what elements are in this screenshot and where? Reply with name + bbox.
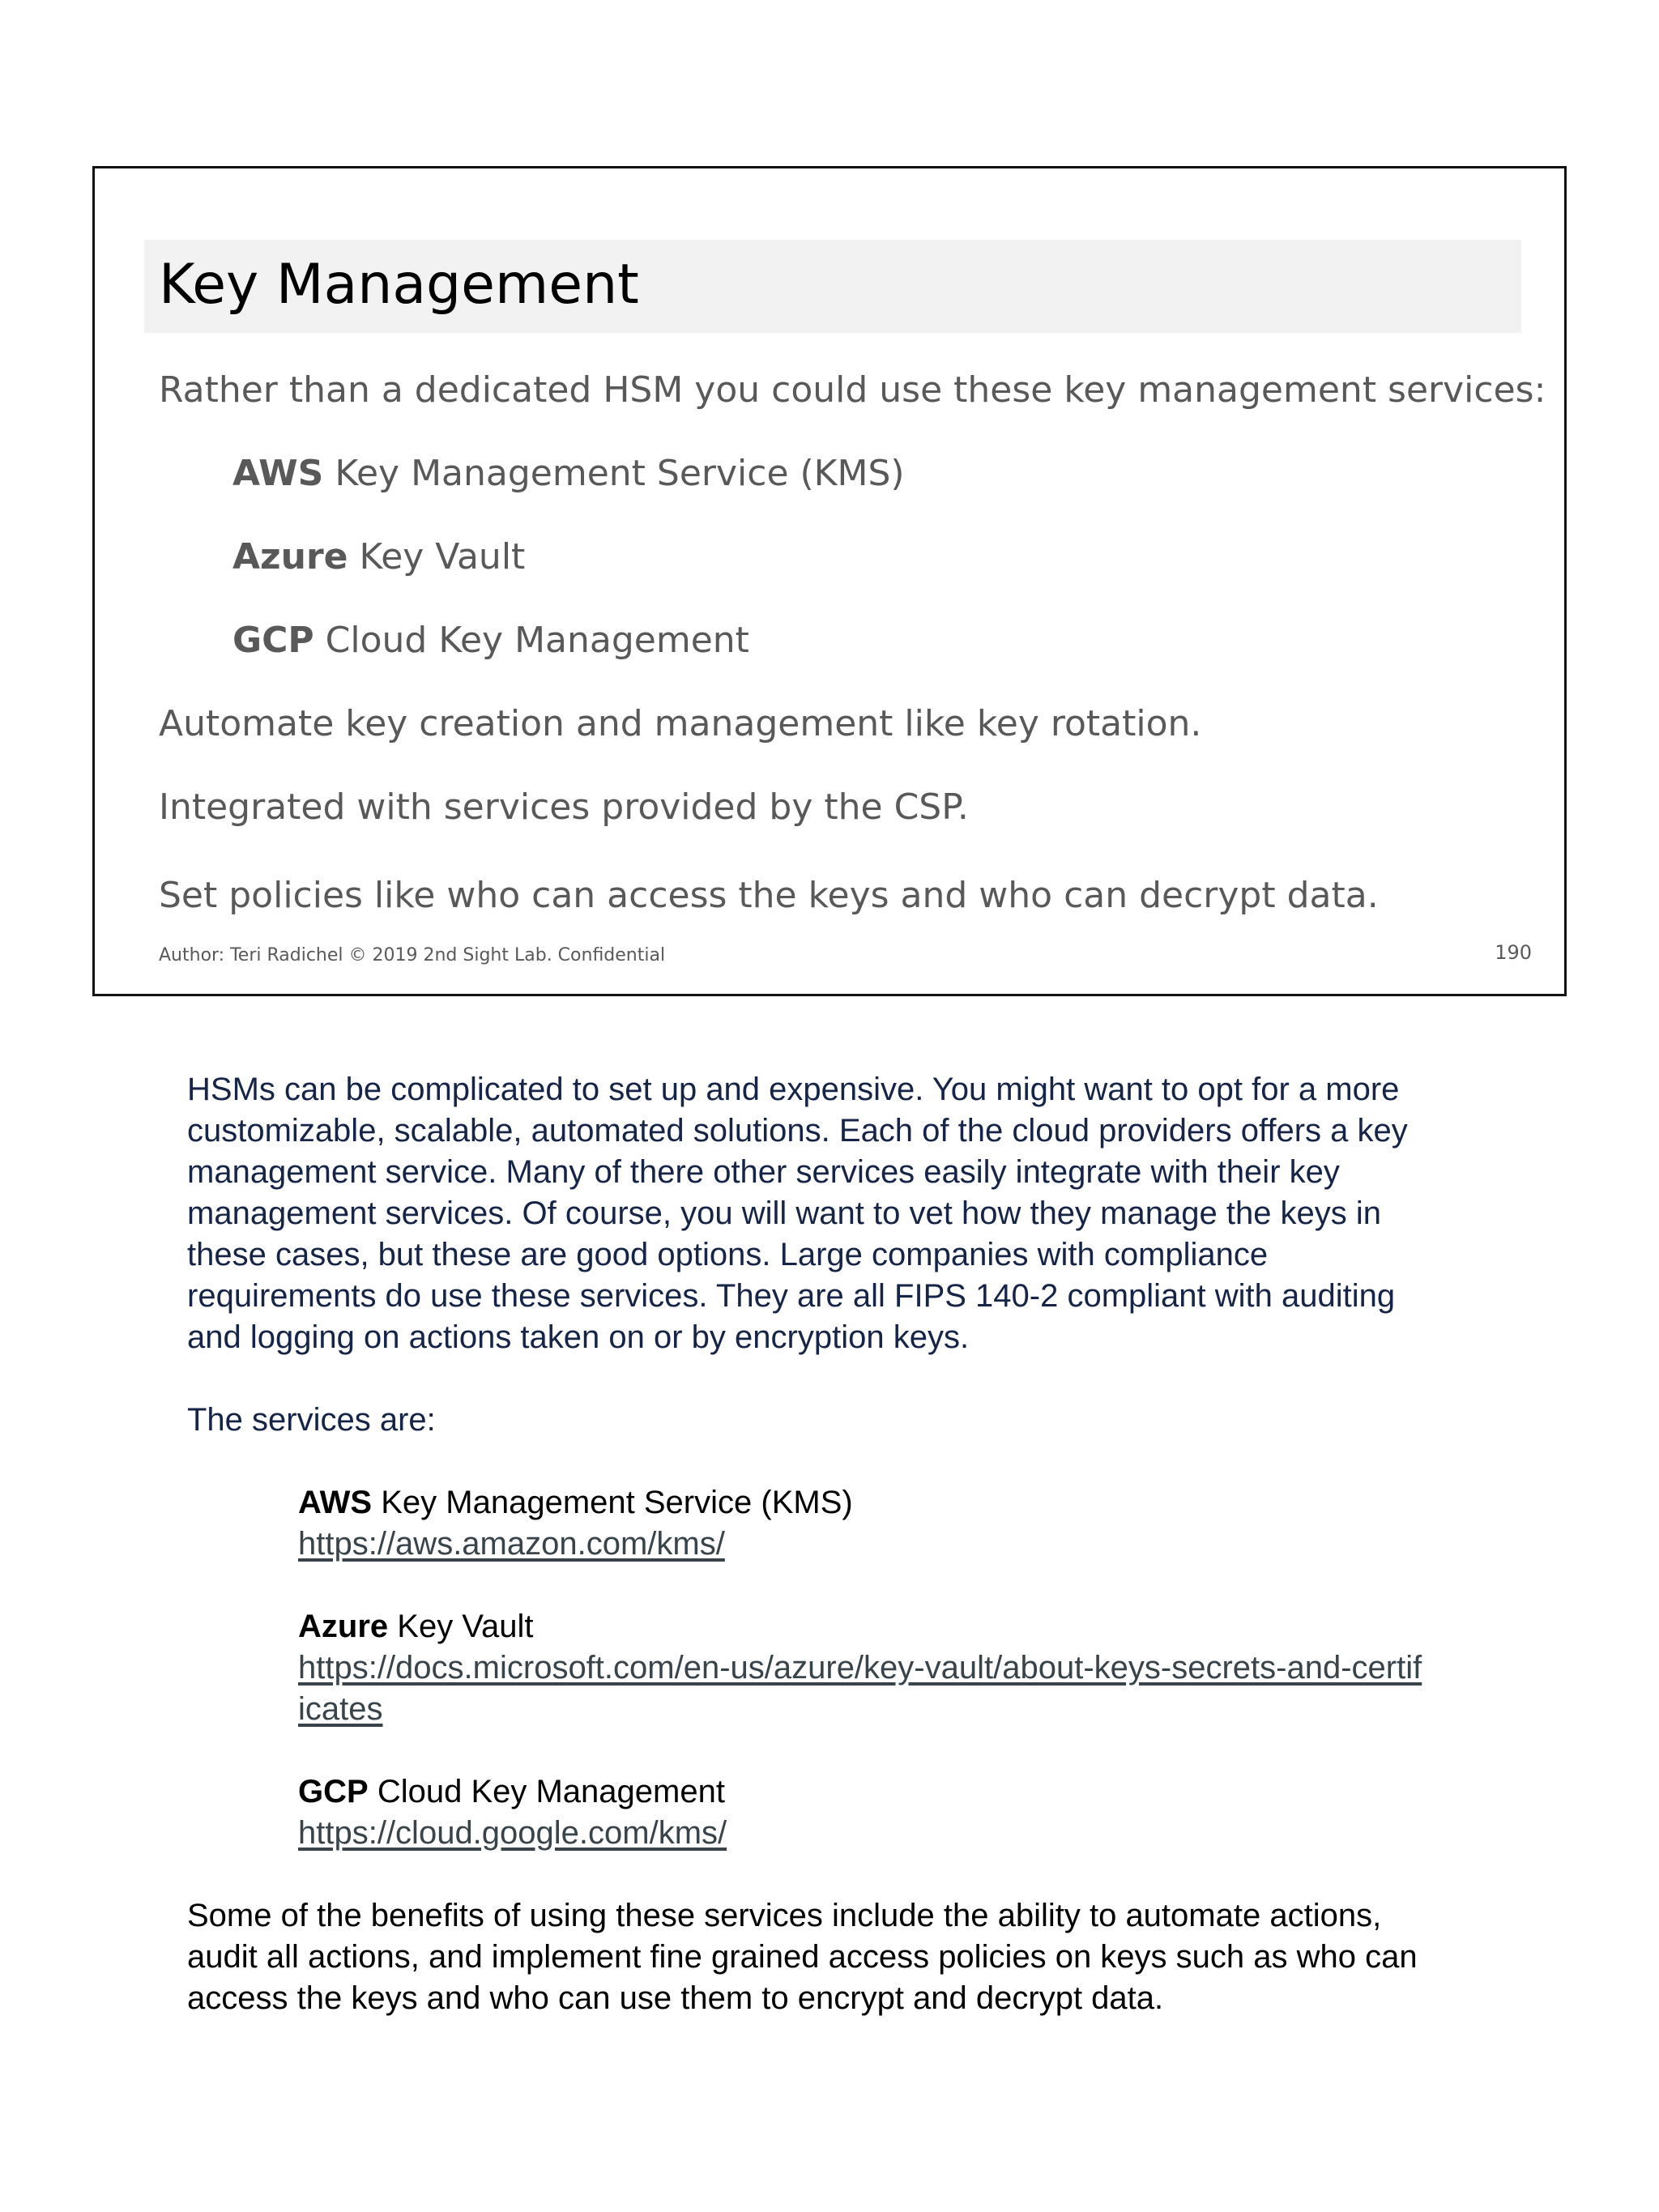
slide-service-provider: AWS <box>232 453 324 494</box>
notes-service-provider: AWS <box>298 1485 373 1520</box>
slide-point-integrated: Integrated with services provided by the CSP. <box>159 786 969 828</box>
notes-line: audit all actions, and implement fine grained access policies on keys such as who can <box>187 1939 1418 1975</box>
slide-frame <box>92 166 1567 996</box>
gcp-kms-link[interactable]: https://cloud.google.com/kms/ <box>298 1815 727 1851</box>
azure-key-vault-link-continued[interactable]: icates <box>298 1691 383 1727</box>
notes-service-title <box>298 1606 1499 1647</box>
slide-service-name: Key Management Service (KMS) <box>335 453 905 494</box>
slide-service-aws <box>232 451 905 497</box>
slide-service-azure <box>232 535 525 580</box>
notes-closing-paragraph <box>187 1895 1499 2019</box>
notes-service-title <box>298 1482 1499 1524</box>
slide-title: Key Management <box>159 253 639 317</box>
notes-service-provider: GCP <box>298 1774 369 1809</box>
slide-page-number: 190 <box>1495 941 1532 964</box>
slide-title-bar <box>144 240 1521 333</box>
notes-intro-paragraph <box>187 1069 1499 1358</box>
aws-kms-link[interactable]: https://aws.amazon.com/kms/ <box>298 1526 725 1562</box>
slide-footer: Author: Teri Radichel © 2019 2nd Sight Lab. Confidential <box>159 945 666 965</box>
slide-point-automate: Automate key creation and management like key rotation. <box>159 703 1202 744</box>
notes-service-provider: Azure <box>298 1609 389 1644</box>
notes-line: these cases, but these are good options. Large companies with compliance <box>187 1237 1269 1272</box>
notes-service-name: Key Management Service (KMS) <box>381 1485 853 1520</box>
notes-service-name: Key Vault <box>397 1609 534 1644</box>
notes-line: management service. Many of there other services easily integrate with their key <box>187 1154 1340 1190</box>
notes-service-title <box>298 1771 1499 1813</box>
notes-service-aws <box>187 1482 1499 1565</box>
notes-line: management services. Of course, you will want to vet how they manage the keys in <box>187 1196 1382 1231</box>
notes-line: and logging on actions taken on or by encryption keys. <box>187 1319 970 1355</box>
notes-line: HSMs can be complicated to set up and expensive. You might want to opt for a more <box>187 1072 1400 1107</box>
slide-point-policies: Set policies like who can access the keys and who can decrypt data. <box>159 875 1379 916</box>
notes-line: Some of the benefits of using these services include the ability to automate actions, <box>187 1898 1382 1933</box>
notes-line: requirements do use these services. They are all FIPS 140-2 compliant with auditing <box>187 1278 1396 1314</box>
speaker-notes <box>187 1069 1499 2019</box>
azure-key-vault-link[interactable]: https://docs.microsoft.com/en-us/azure/key-vault/about-keys-secrets-and-certif <box>298 1650 1422 1686</box>
notes-line: customizable, scalable, automated solutions. Each of the cloud providers offers a key <box>187 1113 1408 1149</box>
slide-service-provider: GCP <box>232 620 314 661</box>
slide-service-name: Cloud Key Management <box>325 620 749 661</box>
notes-service-gcp <box>187 1771 1499 1854</box>
slide-service-provider: Azure <box>232 536 348 578</box>
slide-service-name: Key Vault <box>359 536 526 578</box>
notes-line: access the keys and who can use them to encrypt and decrypt data. <box>187 1980 1164 2016</box>
slide-intro: Rather than a dedicated HSM you could use these key management services: <box>159 369 1546 411</box>
slide-service-gcp <box>232 618 749 663</box>
notes-service-azure <box>187 1606 1499 1730</box>
notes-services-heading: The services are: <box>187 1402 436 1438</box>
notes-service-name: Cloud Key Management <box>377 1774 725 1809</box>
